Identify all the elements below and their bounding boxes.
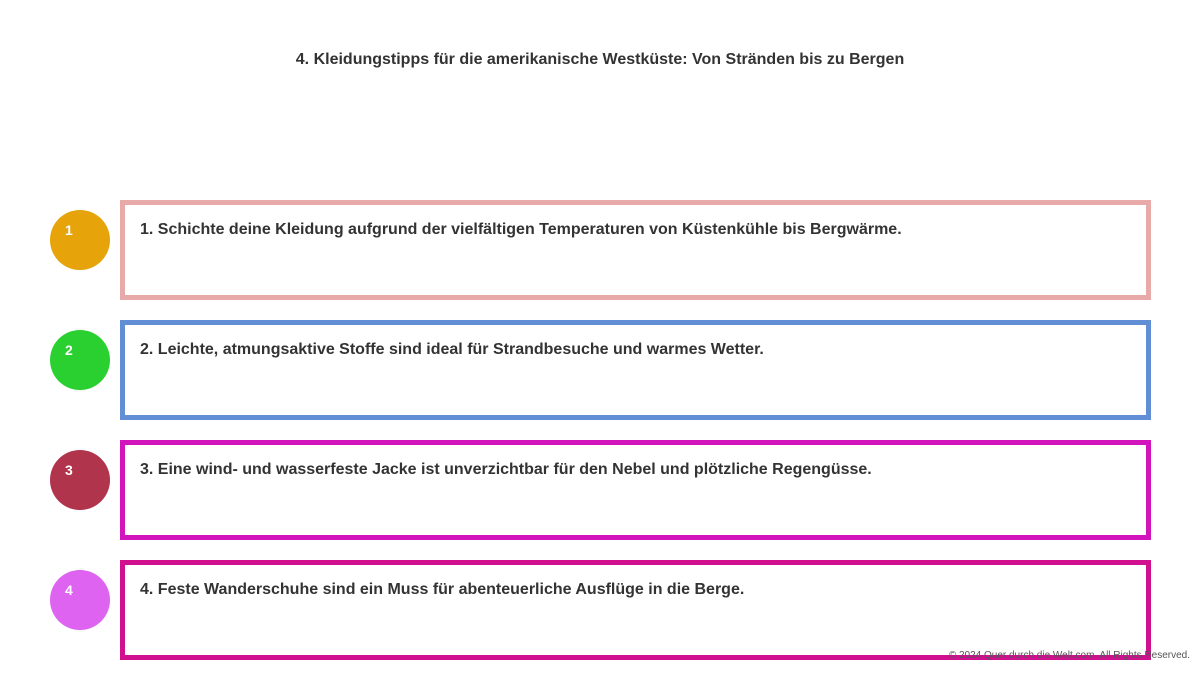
tip-item (0, 560, 1200, 660)
tip-number-badge (50, 450, 110, 510)
tip-text: 1. Schichte deine Kleidung aufgrund der vielfältigen Temperaturen von Küstenkühle bis Bergwärme. (140, 221, 902, 238)
tip-item (0, 440, 1200, 540)
tip-number: 2 (65, 342, 73, 358)
tip-number: 4 (65, 582, 73, 598)
tip-text: 2. Leichte, atmungsaktive Stoffe sind ideal für Strandbesuche und warmes Wetter. (140, 341, 764, 358)
tip-box (120, 200, 1151, 300)
tip-text: 3. Eine wind- und wasserfeste Jacke ist unverzichtbar für den Nebel und plötzliche Regengüsse. (140, 461, 872, 478)
tip-item (0, 200, 1200, 300)
tip-box (120, 560, 1151, 660)
tip-item (0, 320, 1200, 420)
copyright-footer: © 2024 Quer durch die Welt.com. All Rights Reserved. (948, 650, 1190, 661)
tip-box (120, 440, 1151, 540)
page-title: 4. Kleidungstipps für die amerikanische Westküste: Von Stränden bis zu Bergen (295, 51, 905, 68)
tip-number: 1 (65, 222, 73, 238)
tip-number: 3 (65, 462, 73, 478)
tip-number-badge (50, 570, 110, 630)
tip-number-badge (50, 210, 110, 270)
tip-box (120, 320, 1151, 420)
tip-text: 4. Feste Wanderschuhe sind ein Muss für abenteuerliche Ausflüge in die Berge. (140, 581, 745, 598)
tip-number-badge (50, 330, 110, 390)
